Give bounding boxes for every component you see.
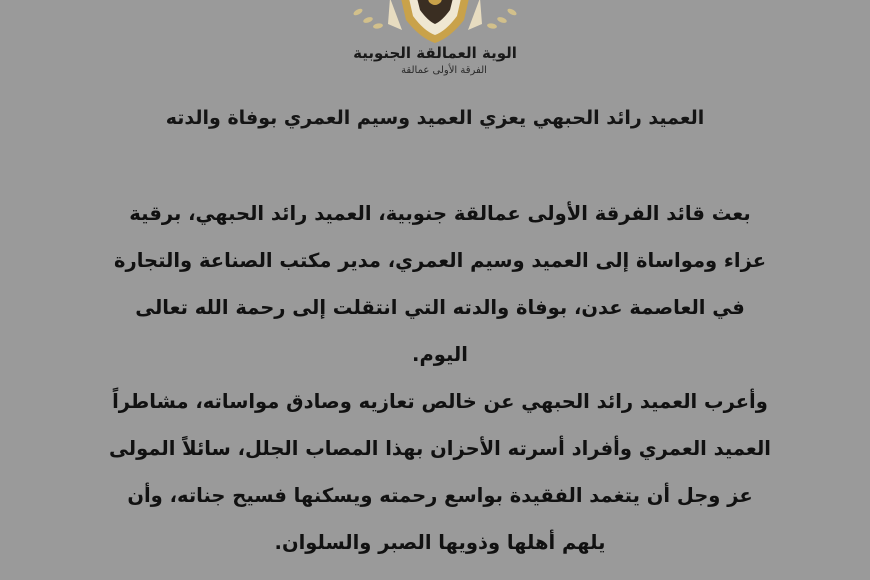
article-line: بعث قائد الفرقة الأولى عمالقة جنوبية، العميد رائد الحبهي، برقية [129, 202, 751, 225]
article-line: يلهم أهلها وذويها الصبر والسلوان. [274, 531, 606, 554]
article-line: عزاء ومواساة إلى العميد وسيم العمري، مدير مكتب الصناعة والتجارة [113, 249, 767, 272]
article-headline: العميد رائد الحبهي يعزي العميد وسيم العمري بوفاة والدته [165, 107, 705, 129]
article-body [60, 190, 820, 566]
brand-subtitle: الفرقة الأولى عمالقة [401, 65, 487, 76]
article-line: عز وجل أن يتغمد الفقيدة بواسع رحمته ويسكنها فسيح جناته، وأن [127, 484, 753, 507]
article-line: العميد العمري وأفراد أسرته الأحزان بهذا المصاب الجلل، سائلاً المولى [109, 437, 771, 460]
brand-name: الوية العمالقة الجنوبية [353, 44, 517, 62]
article-line: وأعرب العميد رائد الحبهي عن خالص تعازيه وصادق مواساته، مشاطراً [112, 390, 768, 413]
article-line: اليوم. [412, 343, 468, 366]
article-line: في العاصمة عدن، بوفاة والدته التي انتقلت إلى رحمة الله تعالى [135, 296, 745, 319]
brand-block [300, 44, 570, 78]
brigade-shield-emblem-icon [330, 0, 540, 44]
